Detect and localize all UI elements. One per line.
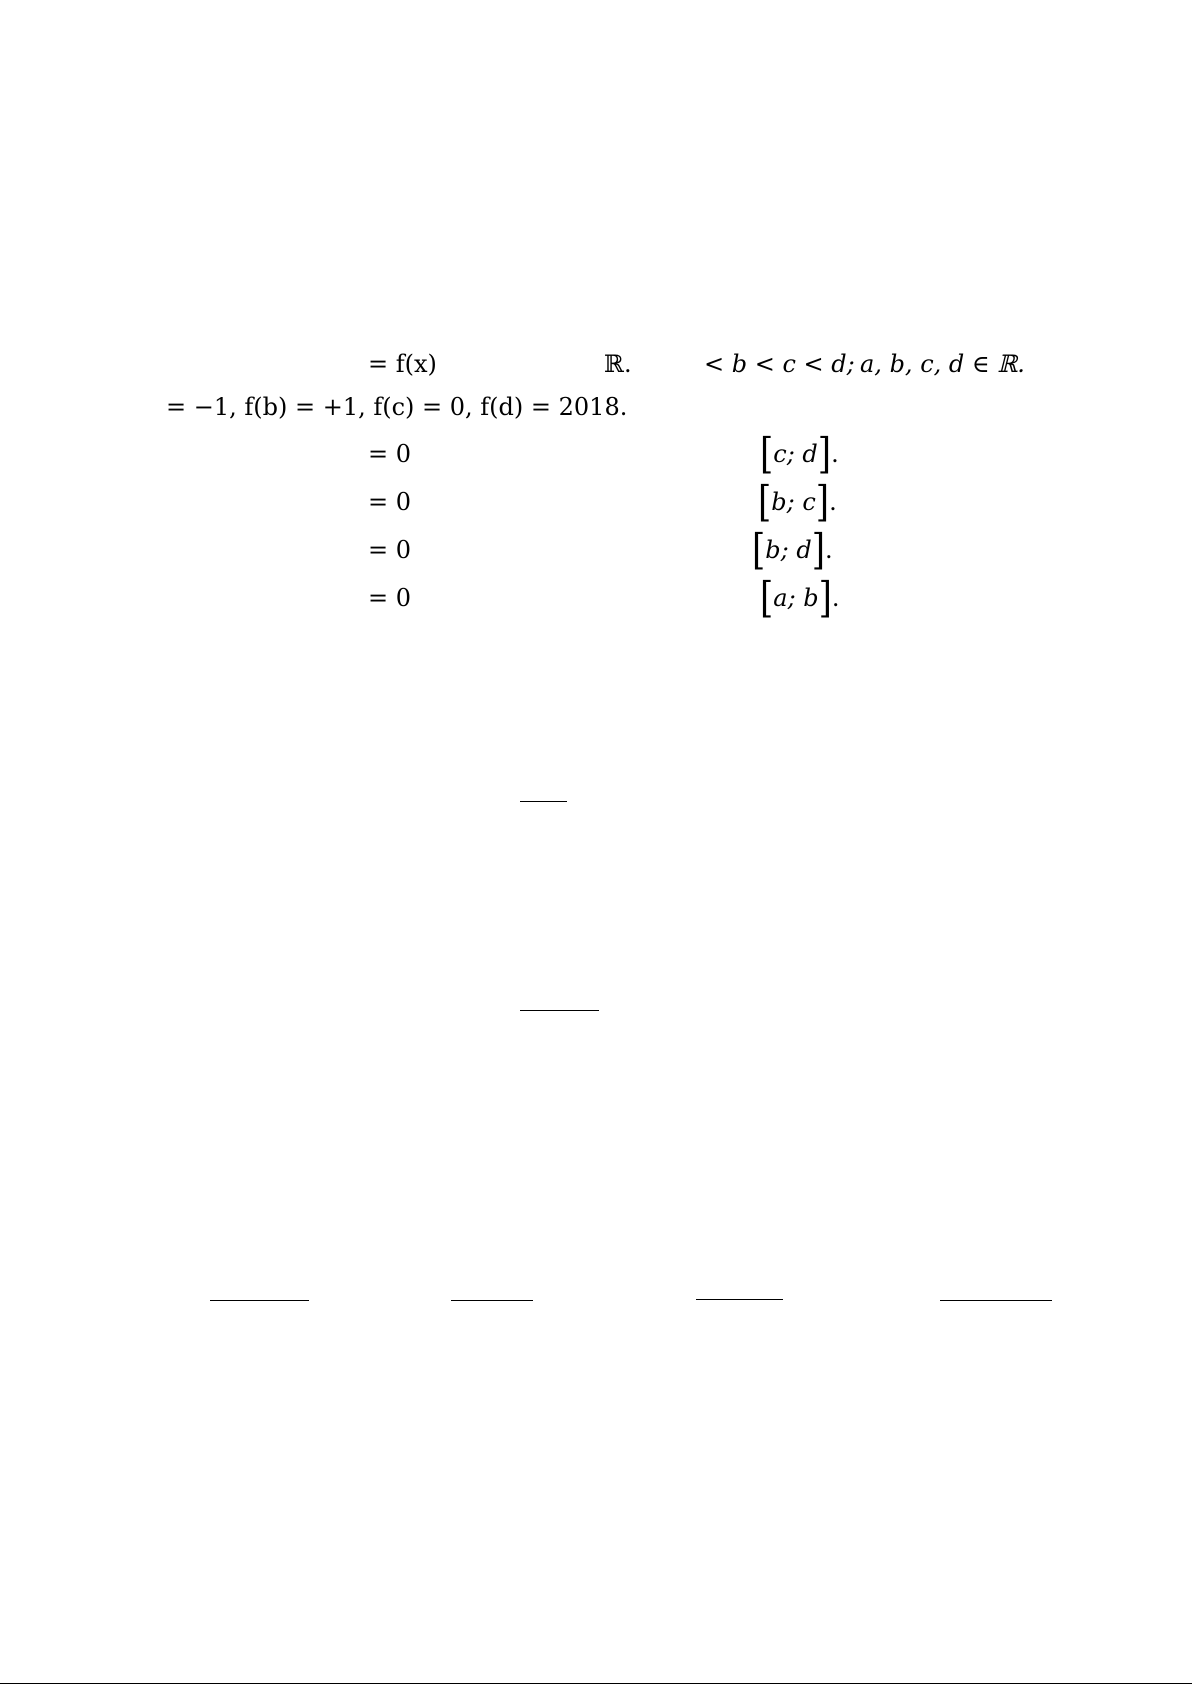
- period: .: [829, 488, 837, 516]
- right-bracket: ]: [817, 429, 832, 479]
- left-bracket: [: [758, 477, 772, 527]
- right-bracket: ]: [815, 477, 830, 527]
- answer-rule: [940, 1300, 1052, 1301]
- option-interval: [758, 477, 837, 527]
- equation-text: = 0: [368, 440, 412, 468]
- domain-real-numbers: [604, 349, 632, 379]
- fraction-rule: [520, 1010, 599, 1011]
- interval-text: c; d: [773, 440, 818, 468]
- ordering-condition: [704, 349, 855, 379]
- domain-symbol: ℝ.: [604, 350, 632, 378]
- interval-text: a; b: [773, 584, 819, 612]
- option-interval: [760, 573, 840, 623]
- page-bottom-border: [0, 1683, 1192, 1684]
- left-bracket: [: [760, 429, 774, 479]
- function-values: [166, 392, 627, 422]
- period: .: [831, 440, 839, 468]
- option-equation: [368, 583, 411, 613]
- period: .: [831, 584, 840, 612]
- option-equation: [368, 535, 411, 565]
- option-interval: [752, 525, 833, 575]
- left-bracket: [: [760, 573, 774, 623]
- fraction-rule: [520, 801, 567, 802]
- answer-rule: [210, 1300, 309, 1301]
- equation-text: = 0: [368, 488, 412, 516]
- membership-condition: [860, 349, 1025, 379]
- answer-rule: [451, 1300, 533, 1301]
- membership-text: a, b, c, d ∈ ℝ.: [860, 350, 1025, 378]
- right-bracket: ]: [818, 573, 832, 623]
- left-bracket: [: [752, 525, 766, 575]
- function-expression: = f(x): [368, 350, 437, 378]
- option-equation: [368, 439, 411, 469]
- interval-text: b; c: [771, 488, 816, 516]
- right-bracket: ]: [811, 525, 825, 575]
- interval-text: b; d: [765, 536, 812, 564]
- option-interval: [760, 429, 839, 479]
- function-definition: [368, 349, 437, 379]
- function-values-text: = −1, f(b) = +1, f(c) = 0, f(d) = 2018.: [166, 393, 628, 421]
- equation-text: = 0: [368, 536, 412, 564]
- option-equation: [368, 487, 411, 517]
- answer-rule: [696, 1299, 783, 1300]
- ordering-text: < b < c < d;: [704, 350, 855, 378]
- equation-text: = 0: [368, 584, 412, 612]
- period: .: [824, 536, 833, 564]
